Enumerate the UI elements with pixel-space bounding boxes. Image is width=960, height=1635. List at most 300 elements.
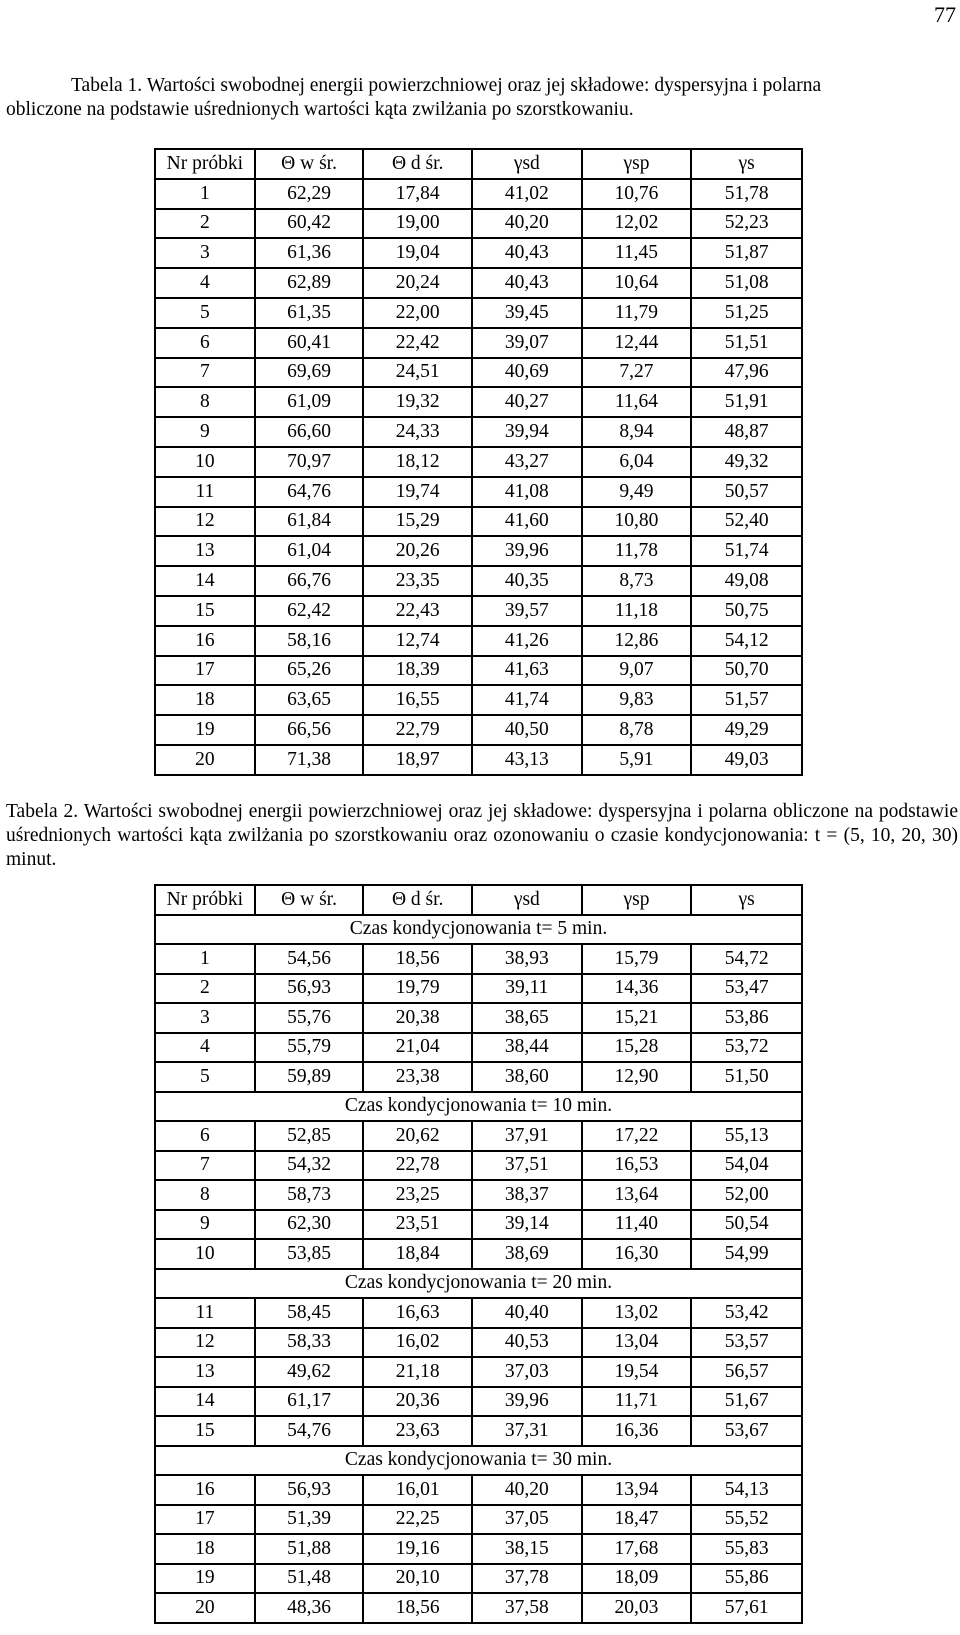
table1-cell: 61,36	[255, 238, 364, 268]
table2-cell: 55,79	[255, 1033, 364, 1063]
table1-cell: 41,74	[472, 685, 582, 715]
table2-cell: 48,36	[255, 1593, 364, 1623]
table1-caption	[6, 74, 914, 122]
table2-row	[155, 1475, 802, 1505]
table1-cell: 70,97	[255, 447, 364, 477]
table1-row	[155, 268, 802, 298]
table1-cell: 3	[155, 238, 255, 268]
table1-cell: 51,25	[691, 298, 802, 328]
table2-cell: 51,88	[255, 1534, 364, 1564]
table1-cell: 71,38	[255, 745, 364, 775]
table2-cell: 23,38	[363, 1062, 472, 1092]
table1-cell: 62,29	[255, 179, 364, 209]
table2-cell: 54,99	[691, 1239, 802, 1269]
table1-row	[155, 536, 802, 566]
table2-cell: 13,64	[582, 1180, 692, 1210]
table2-group-label: Czas kondycjonowania t= 10 min.	[155, 1092, 802, 1122]
table2-cell: 37,78	[472, 1564, 582, 1594]
table1-cell: 40,43	[472, 238, 582, 268]
table1-cell: 19,00	[363, 209, 472, 239]
table2-cell: 39,11	[472, 974, 582, 1004]
table2-cell: 9	[155, 1210, 255, 1240]
table1-cell: 5	[155, 298, 255, 328]
table1-cell: 43,27	[472, 447, 582, 477]
table1-cell: 66,60	[255, 417, 364, 447]
table2-row	[155, 1151, 802, 1181]
table1-cell: 8,94	[582, 417, 692, 447]
table2-cell: 55,76	[255, 1003, 364, 1033]
table2-cell: 51,50	[691, 1062, 802, 1092]
table2-cell: 21,04	[363, 1033, 472, 1063]
table1-cell: 12,44	[582, 328, 692, 358]
table2-cell: 40,20	[472, 1475, 582, 1505]
table2-header-cell: Θ d śr.	[363, 885, 472, 915]
table1-header-row	[155, 149, 802, 179]
table1-cell: 61,04	[255, 536, 364, 566]
table1-cell: 7,27	[582, 358, 692, 388]
table2-header-cell: γsp	[582, 885, 692, 915]
table2-cell: 53,85	[255, 1239, 364, 1269]
table2-cell: 8	[155, 1180, 255, 1210]
table1-cell: 39,57	[472, 596, 582, 626]
table1-row	[155, 745, 802, 775]
table2-cell: 13,02	[582, 1298, 692, 1328]
table2-row	[155, 1357, 802, 1387]
table2-cell: 53,47	[691, 974, 802, 1004]
table1-cell: 22,42	[363, 328, 472, 358]
table2-cell: 16,63	[363, 1298, 472, 1328]
table1-cell: 40,27	[472, 387, 582, 417]
table1-cell: 6	[155, 328, 255, 358]
table2-cell: 54,04	[691, 1151, 802, 1181]
table1-cell: 61,09	[255, 387, 364, 417]
table1-cell: 64,76	[255, 477, 364, 507]
table1-cell: 19,04	[363, 238, 472, 268]
table1-cell: 6,04	[582, 447, 692, 477]
table1-cell: 10,76	[582, 179, 692, 209]
table2-cell: 11	[155, 1298, 255, 1328]
table1-cell: 20,26	[363, 536, 472, 566]
table2-cell: 37,31	[472, 1416, 582, 1446]
table2-cell: 15,21	[582, 1003, 692, 1033]
table1-cell: 11,45	[582, 238, 692, 268]
table2-cell: 37,03	[472, 1357, 582, 1387]
table1-cell: 62,42	[255, 596, 364, 626]
table2-cell: 13,94	[582, 1475, 692, 1505]
table1-cell: 11,79	[582, 298, 692, 328]
table2-cell: 38,65	[472, 1003, 582, 1033]
table2-cell: 59,89	[255, 1062, 364, 1092]
table1-row	[155, 298, 802, 328]
table1-cell: 40,43	[472, 268, 582, 298]
table2-group-label: Czas kondycjonowania t= 30 min.	[155, 1446, 802, 1476]
table2-cell: 17,68	[582, 1534, 692, 1564]
table2-cell: 55,52	[691, 1505, 802, 1535]
table2-group-row	[155, 1092, 802, 1122]
table1-cell: 60,42	[255, 209, 364, 239]
table2-cell: 38,37	[472, 1180, 582, 1210]
table2-cell: 18	[155, 1534, 255, 1564]
table2-cell: 55,83	[691, 1534, 802, 1564]
table2-cell: 19	[155, 1564, 255, 1594]
table2	[154, 884, 803, 1624]
table2-cell: 55,13	[691, 1121, 802, 1151]
table1-cell: 61,84	[255, 507, 364, 537]
table1-row	[155, 626, 802, 656]
table2-cell: 37,91	[472, 1121, 582, 1151]
table1-cell: 24,51	[363, 358, 472, 388]
table1-cell: 60,41	[255, 328, 364, 358]
table2-header-cell: γs	[691, 885, 802, 915]
table1-cell: 58,16	[255, 626, 364, 656]
table1-cell: 12,02	[582, 209, 692, 239]
table1-cell: 12	[155, 507, 255, 537]
table2-cell: 56,57	[691, 1357, 802, 1387]
table1-row	[155, 417, 802, 447]
table2-cell: 5	[155, 1062, 255, 1092]
table1-cell: 5,91	[582, 745, 692, 775]
table1-row	[155, 507, 802, 537]
table1-cell: 41,26	[472, 626, 582, 656]
table1-cell: 20	[155, 745, 255, 775]
table2-cell: 53,72	[691, 1033, 802, 1063]
table1-cell: 11	[155, 477, 255, 507]
table1-header-cell: γsd	[472, 149, 582, 179]
table1-row	[155, 566, 802, 596]
table2-cell: 58,33	[255, 1328, 364, 1358]
table1-cell: 39,45	[472, 298, 582, 328]
table2-cell: 20,38	[363, 1003, 472, 1033]
table1-row	[155, 358, 802, 388]
table2-cell: 13	[155, 1357, 255, 1387]
table1-cell: 15	[155, 596, 255, 626]
table2-cell: 54,13	[691, 1475, 802, 1505]
table1-cell: 52,40	[691, 507, 802, 537]
table2-cell: 54,76	[255, 1416, 364, 1446]
table2-cell: 23,51	[363, 1210, 472, 1240]
table1-cell: 23,35	[363, 566, 472, 596]
table2-cell: 51,39	[255, 1505, 364, 1535]
table2-cell: 54,72	[691, 944, 802, 974]
table1-cell: 9,49	[582, 477, 692, 507]
table1-row	[155, 477, 802, 507]
table2-cell: 39,96	[472, 1387, 582, 1417]
table2-cell: 14	[155, 1387, 255, 1417]
table2-cell: 58,45	[255, 1298, 364, 1328]
table2-cell: 19,16	[363, 1534, 472, 1564]
table1-row	[155, 685, 802, 715]
table1-cell: 40,20	[472, 209, 582, 239]
table1-cell: 41,08	[472, 477, 582, 507]
table2-cell: 54,56	[255, 944, 364, 974]
table1-cell: 51,78	[691, 179, 802, 209]
table1	[154, 148, 803, 776]
table1-cell: 51,51	[691, 328, 802, 358]
table1-cell: 15,29	[363, 507, 472, 537]
table2-row	[155, 1239, 802, 1269]
table1-cell: 1	[155, 179, 255, 209]
table1-cell: 19	[155, 715, 255, 745]
table2-row	[155, 1298, 802, 1328]
table2-cell: 15,79	[582, 944, 692, 974]
table1-cell: 22,43	[363, 596, 472, 626]
table2-cell: 13,04	[582, 1328, 692, 1358]
table1-cell: 4	[155, 268, 255, 298]
table1-cell: 11,78	[582, 536, 692, 566]
table2-cell: 12,90	[582, 1062, 692, 1092]
table2-cell: 17	[155, 1505, 255, 1535]
table1-row	[155, 447, 802, 477]
table2-cell: 53,86	[691, 1003, 802, 1033]
table2-row	[155, 1534, 802, 1564]
table1-cell: 50,70	[691, 656, 802, 686]
table2-row	[155, 1033, 802, 1063]
table2-cell: 16,01	[363, 1475, 472, 1505]
table1-row	[155, 596, 802, 626]
table1-header-cell: γsp	[582, 149, 692, 179]
table2-group-row	[155, 915, 802, 945]
table1-cell: 8	[155, 387, 255, 417]
table1-row	[155, 328, 802, 358]
table2-cell: 15	[155, 1416, 255, 1446]
table1-cell: 39,07	[472, 328, 582, 358]
table1-cell: 65,26	[255, 656, 364, 686]
table1-cell: 10	[155, 447, 255, 477]
table1-cell: 51,87	[691, 238, 802, 268]
table2-cell: 39,14	[472, 1210, 582, 1240]
table1-cell: 16,55	[363, 685, 472, 715]
table1-row	[155, 209, 802, 239]
table1-cell: 40,50	[472, 715, 582, 745]
table1-cell: 18	[155, 685, 255, 715]
table2-cell: 53,42	[691, 1298, 802, 1328]
table2-cell: 15,28	[582, 1033, 692, 1063]
table1-cell: 19,32	[363, 387, 472, 417]
table2-header-row	[155, 885, 802, 915]
table2-row	[155, 1564, 802, 1594]
table1-cell: 50,57	[691, 477, 802, 507]
table2-group-row	[155, 1446, 802, 1476]
table1-cell: 11,18	[582, 596, 692, 626]
table1-cell: 62,89	[255, 268, 364, 298]
table2-cell: 56,93	[255, 974, 364, 1004]
table2-cell: 2	[155, 974, 255, 1004]
table1-cell: 12,74	[363, 626, 472, 656]
table2-cell: 19,79	[363, 974, 472, 1004]
table2-cell: 22,78	[363, 1151, 472, 1181]
table1-cell: 66,56	[255, 715, 364, 745]
table2-cell: 53,67	[691, 1416, 802, 1446]
table2-cell: 18,09	[582, 1564, 692, 1594]
table2-row	[155, 1180, 802, 1210]
table2-row	[155, 1003, 802, 1033]
table2-cell: 20	[155, 1593, 255, 1623]
table2-cell: 38,15	[472, 1534, 582, 1564]
table1-cell: 40,69	[472, 358, 582, 388]
table2-cell: 52,85	[255, 1121, 364, 1151]
table2-cell: 19,54	[582, 1357, 692, 1387]
table1-cell: 50,75	[691, 596, 802, 626]
table1-cell: 51,57	[691, 685, 802, 715]
table2-cell: 18,47	[582, 1505, 692, 1535]
table2-cell: 40,53	[472, 1328, 582, 1358]
table2-row	[155, 1416, 802, 1446]
table2-cell: 61,17	[255, 1387, 364, 1417]
table2-group-label: Czas kondycjonowania t= 20 min.	[155, 1269, 802, 1299]
table2-cell: 21,18	[363, 1357, 472, 1387]
table1-header-cell: Θ d śr.	[363, 149, 472, 179]
table1-cell: 41,02	[472, 179, 582, 209]
table1-cell: 40,35	[472, 566, 582, 596]
table2-row	[155, 1062, 802, 1092]
table2-cell: 3	[155, 1003, 255, 1033]
table1-row	[155, 238, 802, 268]
table1-cell: 47,96	[691, 358, 802, 388]
table1-cell: 16	[155, 626, 255, 656]
table2-cell: 11,71	[582, 1387, 692, 1417]
table2-cell: 16,02	[363, 1328, 472, 1358]
table1-header-cell: Θ w śr.	[255, 149, 364, 179]
table2-cell: 58,73	[255, 1180, 364, 1210]
table1-cell: 10,64	[582, 268, 692, 298]
table2-cell: 22,25	[363, 1505, 472, 1535]
table1-cell: 18,12	[363, 447, 472, 477]
table2-row	[155, 1210, 802, 1240]
table2-row	[155, 1328, 802, 1358]
table1-cell: 10,80	[582, 507, 692, 537]
table2-cell: 14,36	[582, 974, 692, 1004]
table1-cell: 43,13	[472, 745, 582, 775]
table1-header-cell: γs	[691, 149, 802, 179]
table2-cell: 40,40	[472, 1298, 582, 1328]
table1-cell: 69,69	[255, 358, 364, 388]
table1-cell: 9	[155, 417, 255, 447]
table2-group-label: Czas kondycjonowania t= 5 min.	[155, 915, 802, 945]
table1-cell: 49,32	[691, 447, 802, 477]
page-number: 77	[934, 2, 956, 27]
table1-cell: 8,73	[582, 566, 692, 596]
table2-cell: 50,54	[691, 1210, 802, 1240]
table2-cell: 10	[155, 1239, 255, 1269]
table1-row	[155, 387, 802, 417]
table2-cell: 18,84	[363, 1239, 472, 1269]
table2-cell: 37,05	[472, 1505, 582, 1535]
table1-cell: 12,86	[582, 626, 692, 656]
table2-cell: 23,63	[363, 1416, 472, 1446]
table2-cell: 49,62	[255, 1357, 364, 1387]
table1-cell: 18,39	[363, 656, 472, 686]
table1-cell: 13	[155, 536, 255, 566]
table2-cell: 62,30	[255, 1210, 364, 1240]
table1-cell: 7	[155, 358, 255, 388]
table1-body	[155, 179, 802, 775]
table2-cell: 20,36	[363, 1387, 472, 1417]
table2-cell: 20,62	[363, 1121, 472, 1151]
table1-cell: 61,35	[255, 298, 364, 328]
table1-cell: 48,87	[691, 417, 802, 447]
table2-body	[155, 915, 802, 1623]
table1-cell: 51,08	[691, 268, 802, 298]
table1-cell: 49,08	[691, 566, 802, 596]
table2-row	[155, 944, 802, 974]
table1-cell: 18,97	[363, 745, 472, 775]
table2-caption: Tabela 2. Wartości swobodnej energii powierzchniowej oraz jej składowe: dyspersyjna i polarna obliczone na podstawie uśrednionych wartości kąta zwilżania po szorstkowaniu oraz ozonowaniu o czasie kondycjonowania: t = (5, 10, 20, 30) minut.	[6, 801, 958, 870]
table2-row	[155, 1593, 802, 1623]
table2-header-cell: Nr próbki	[155, 885, 255, 915]
table2-cell: 16,53	[582, 1151, 692, 1181]
table2-cell: 53,57	[691, 1328, 802, 1358]
table2-cell: 20,03	[582, 1593, 692, 1623]
table2-cell: 37,58	[472, 1593, 582, 1623]
table1-caption-line2: obliczone na podstawie uśrednionych wartości kąta zwilżania po szorstkowaniu.	[6, 99, 634, 120]
table2-cell: 16,36	[582, 1416, 692, 1446]
table1-cell: 17,84	[363, 179, 472, 209]
table2-cell: 38,60	[472, 1062, 582, 1092]
table1-cell: 49,03	[691, 745, 802, 775]
table2-cell: 20,10	[363, 1564, 472, 1594]
table2-header-cell: Θ w śr.	[255, 885, 364, 915]
table1-cell: 24,33	[363, 417, 472, 447]
table1-cell: 11,64	[582, 387, 692, 417]
table1-header-cell: Nr próbki	[155, 149, 255, 179]
table1-cell: 49,29	[691, 715, 802, 745]
table2-cell: 51,48	[255, 1564, 364, 1594]
table1-cell: 22,00	[363, 298, 472, 328]
table1-row	[155, 179, 802, 209]
table2-cell: 4	[155, 1033, 255, 1063]
table2-cell: 54,32	[255, 1151, 364, 1181]
table1-cell: 39,96	[472, 536, 582, 566]
table2-cell: 38,93	[472, 944, 582, 974]
table1-cell: 52,23	[691, 209, 802, 239]
table1-caption-line1: Tabela 1. Wartości swobodnej energii powierzchniowej oraz jej składowe: dyspersyjna i polarna	[71, 75, 822, 96]
table2-cell: 16	[155, 1475, 255, 1505]
table1-cell: 63,65	[255, 685, 364, 715]
table1-cell: 39,94	[472, 417, 582, 447]
table2-cell: 51,67	[691, 1387, 802, 1417]
table1-cell: 19,74	[363, 477, 472, 507]
table2-cell: 57,61	[691, 1593, 802, 1623]
table1-row	[155, 656, 802, 686]
table1-cell: 51,91	[691, 387, 802, 417]
table1-cell: 20,24	[363, 268, 472, 298]
table1-cell: 17	[155, 656, 255, 686]
table1-cell: 41,63	[472, 656, 582, 686]
table2-cell: 6	[155, 1121, 255, 1151]
table1-cell: 9,07	[582, 656, 692, 686]
table2-row	[155, 974, 802, 1004]
table2-cell: 18,56	[363, 1593, 472, 1623]
table1-cell: 22,79	[363, 715, 472, 745]
table2-cell: 17,22	[582, 1121, 692, 1151]
table2-row	[155, 1121, 802, 1151]
table2-cell: 38,44	[472, 1033, 582, 1063]
table2-cell: 23,25	[363, 1180, 472, 1210]
table2-cell: 1	[155, 944, 255, 974]
table1-cell: 2	[155, 209, 255, 239]
table2-cell: 18,56	[363, 944, 472, 974]
table2-group-row	[155, 1269, 802, 1299]
table2-cell: 38,69	[472, 1239, 582, 1269]
table2-cell: 7	[155, 1151, 255, 1181]
table2-cell: 56,93	[255, 1475, 364, 1505]
table2-cell: 37,51	[472, 1151, 582, 1181]
table2-row	[155, 1387, 802, 1417]
table1-cell: 8,78	[582, 715, 692, 745]
table2-row	[155, 1505, 802, 1535]
table1-cell: 14	[155, 566, 255, 596]
table1-cell: 66,76	[255, 566, 364, 596]
